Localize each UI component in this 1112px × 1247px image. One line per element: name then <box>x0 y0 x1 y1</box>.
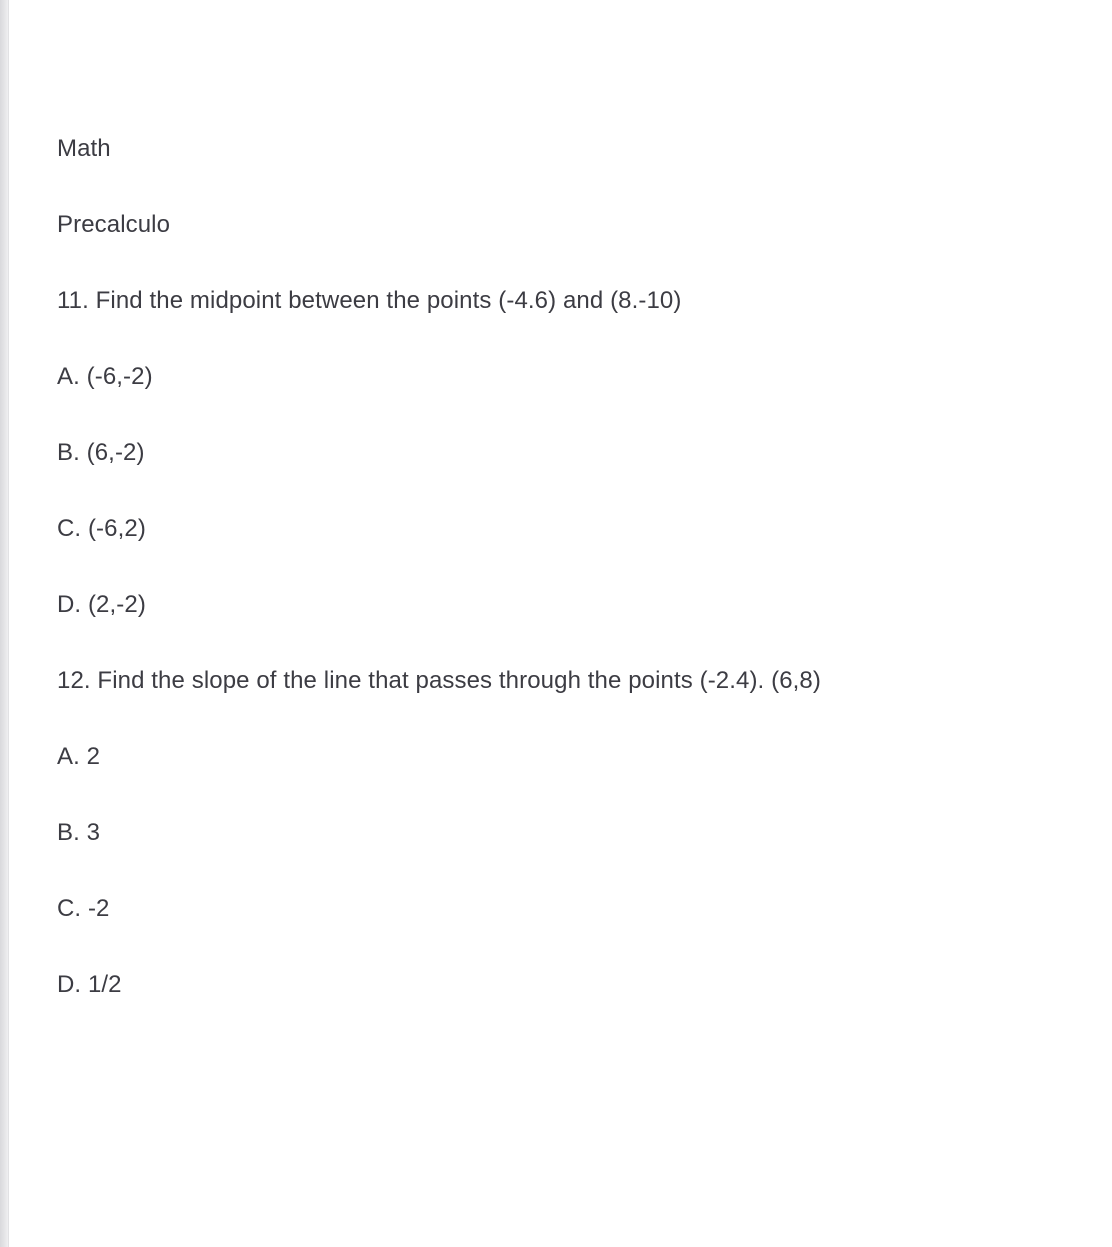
question-11-option-b: B. (6,-2) <box>57 439 145 466</box>
question-11-option-c: C. (-6,2) <box>57 515 146 542</box>
question-12-option-c: C. -2 <box>57 895 110 922</box>
subject-label: Math <box>57 135 111 162</box>
course-label: Precalculo <box>57 211 171 238</box>
question-12-option-b: B. 3 <box>57 819 101 846</box>
question-12-option-a: A. 2 <box>57 743 101 770</box>
question-11-prompt: 11. Find the midpoint between the points (-4.6) and (8.-10) <box>57 287 682 314</box>
question-12-prompt: 12. Find the slope of the line that passes through the points (-2.4). (6,8) <box>57 667 821 694</box>
question-12-option-d: D. 1/2 <box>57 971 122 998</box>
left-edge-shadow <box>0 0 9 1247</box>
question-11-option-a: A. (-6,-2) <box>57 363 153 390</box>
question-11-option-d: D. (2,-2) <box>57 591 146 618</box>
